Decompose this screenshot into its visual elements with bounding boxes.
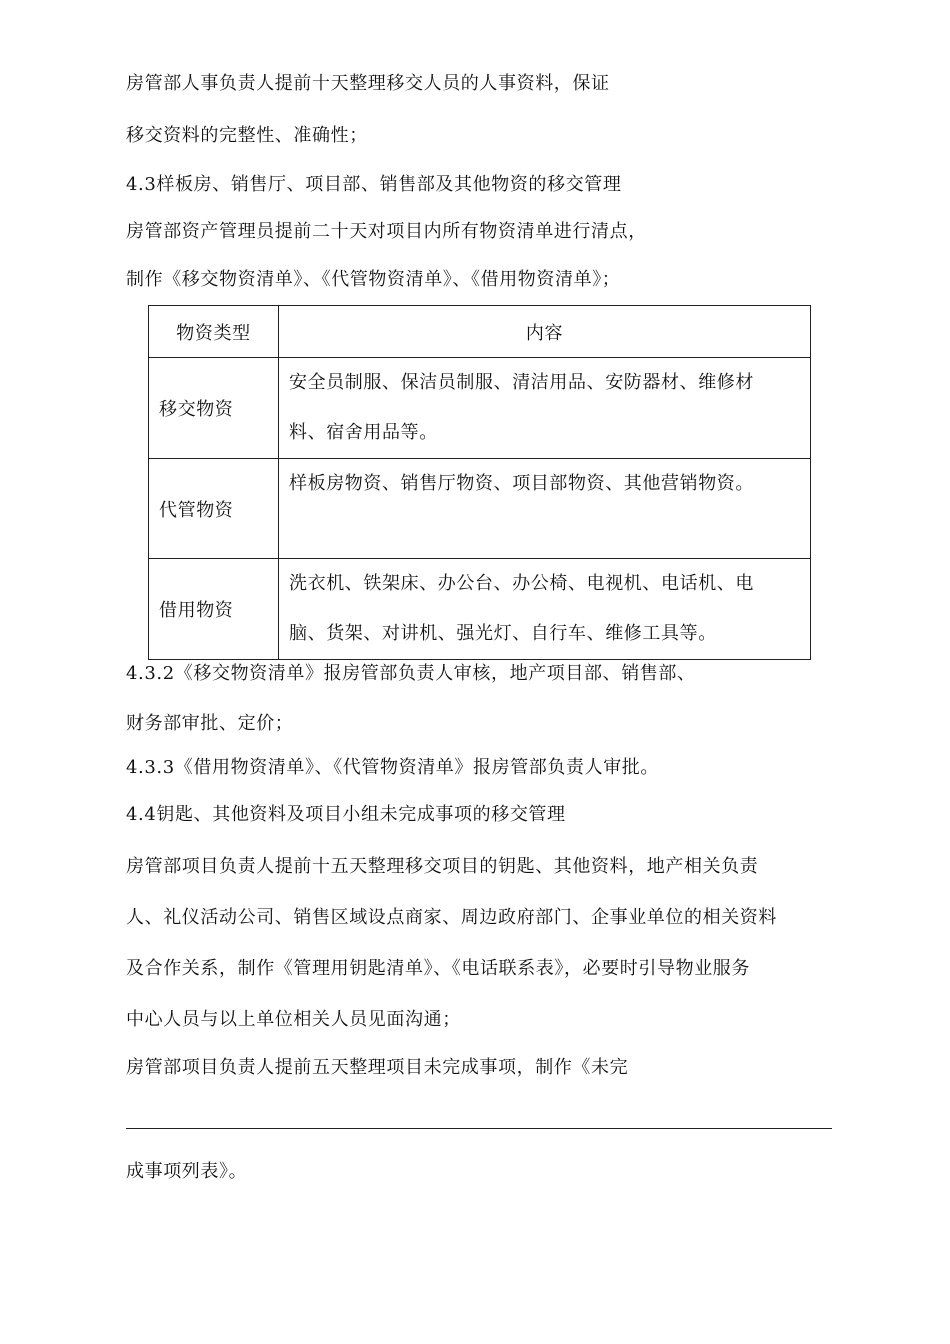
materials-table [148, 305, 811, 660]
page-divider [126, 1128, 832, 1129]
paragraph-line: 财务部审批、定价； [126, 713, 294, 734]
paragraph-line: 人、礼仪活动公司、销售区域设点商家、周边政府部门、企事业单位的相关资料 [126, 907, 777, 928]
content-line: 样板房物资、销售厅物资、项目部物资、其他营销物资。 [289, 473, 754, 494]
paragraph-line: 及合作关系，制作《管理用钥匙清单》、《电话联系表》，必要时引导物业服务 [126, 958, 750, 979]
table-row [149, 459, 811, 559]
table-row [149, 559, 811, 660]
clause-4-3-2: 4.3.2《移交物资清单》报房管部负责人审核，地产项目部、销售部、 [126, 663, 696, 684]
clause-4-3-3: 4.3.3《借用物资清单》、《代管物资清单》报房管部负责人审批。 [126, 757, 659, 778]
material-content-cell [279, 559, 811, 660]
table-row [149, 358, 811, 459]
material-type-cell: 借用物资 [149, 559, 279, 660]
table-header-row [149, 306, 811, 358]
material-type-cell: 代管物资 [149, 459, 279, 559]
paragraph-line: 房管部项目负责人提前五天整理项目未完成事项，制作《未完 [126, 1057, 629, 1078]
header-material-type: 物资类型 [149, 306, 279, 358]
section-heading-4-3: 4.3样板房、销售厅、项目部、销售部及其他物资的移交管理 [126, 174, 622, 195]
material-content-cell [279, 459, 811, 559]
section-heading-4-4: 4.4钥匙、其他资料及项目小组未完成事项的移交管理 [126, 804, 566, 825]
paragraph-line: 制作《移交物资清单》、《代管物资清单》、《借用物资清单》； [126, 269, 621, 290]
content-line: 安全员制服、保洁员制服、清洁用品、安防器材、维修材 [289, 372, 754, 393]
material-type-cell: 移交物资 [149, 358, 279, 459]
content-line: 料、宿舍用品等。 [289, 422, 438, 443]
material-content-cell [279, 358, 811, 459]
paragraph-line: 移交资料的完整性、准确性； [126, 125, 368, 146]
paragraph-line: 房管部人事负责人提前十天整理移交人员的人事资料，保证 [126, 73, 610, 94]
header-content: 内容 [279, 306, 811, 358]
content-line: 脑、货架、对讲机、强光灯、自行车、维修工具等。 [289, 623, 717, 644]
paragraph-line: 房管部项目负责人提前十五天整理移交项目的钥匙、其他资料，地产相关负责 [126, 856, 759, 877]
paragraph-line: 房管部资产管理员提前二十天对项目内所有物资清单进行清点， [126, 221, 647, 242]
paragraph-line: 中心人员与以上单位相关人员见面沟通； [126, 1009, 461, 1030]
continuation-line: 成事项列表》。 [126, 1161, 248, 1182]
content-line: 洗衣机、铁架床、办公台、办公椅、电视机、电话机、电 [289, 573, 754, 594]
